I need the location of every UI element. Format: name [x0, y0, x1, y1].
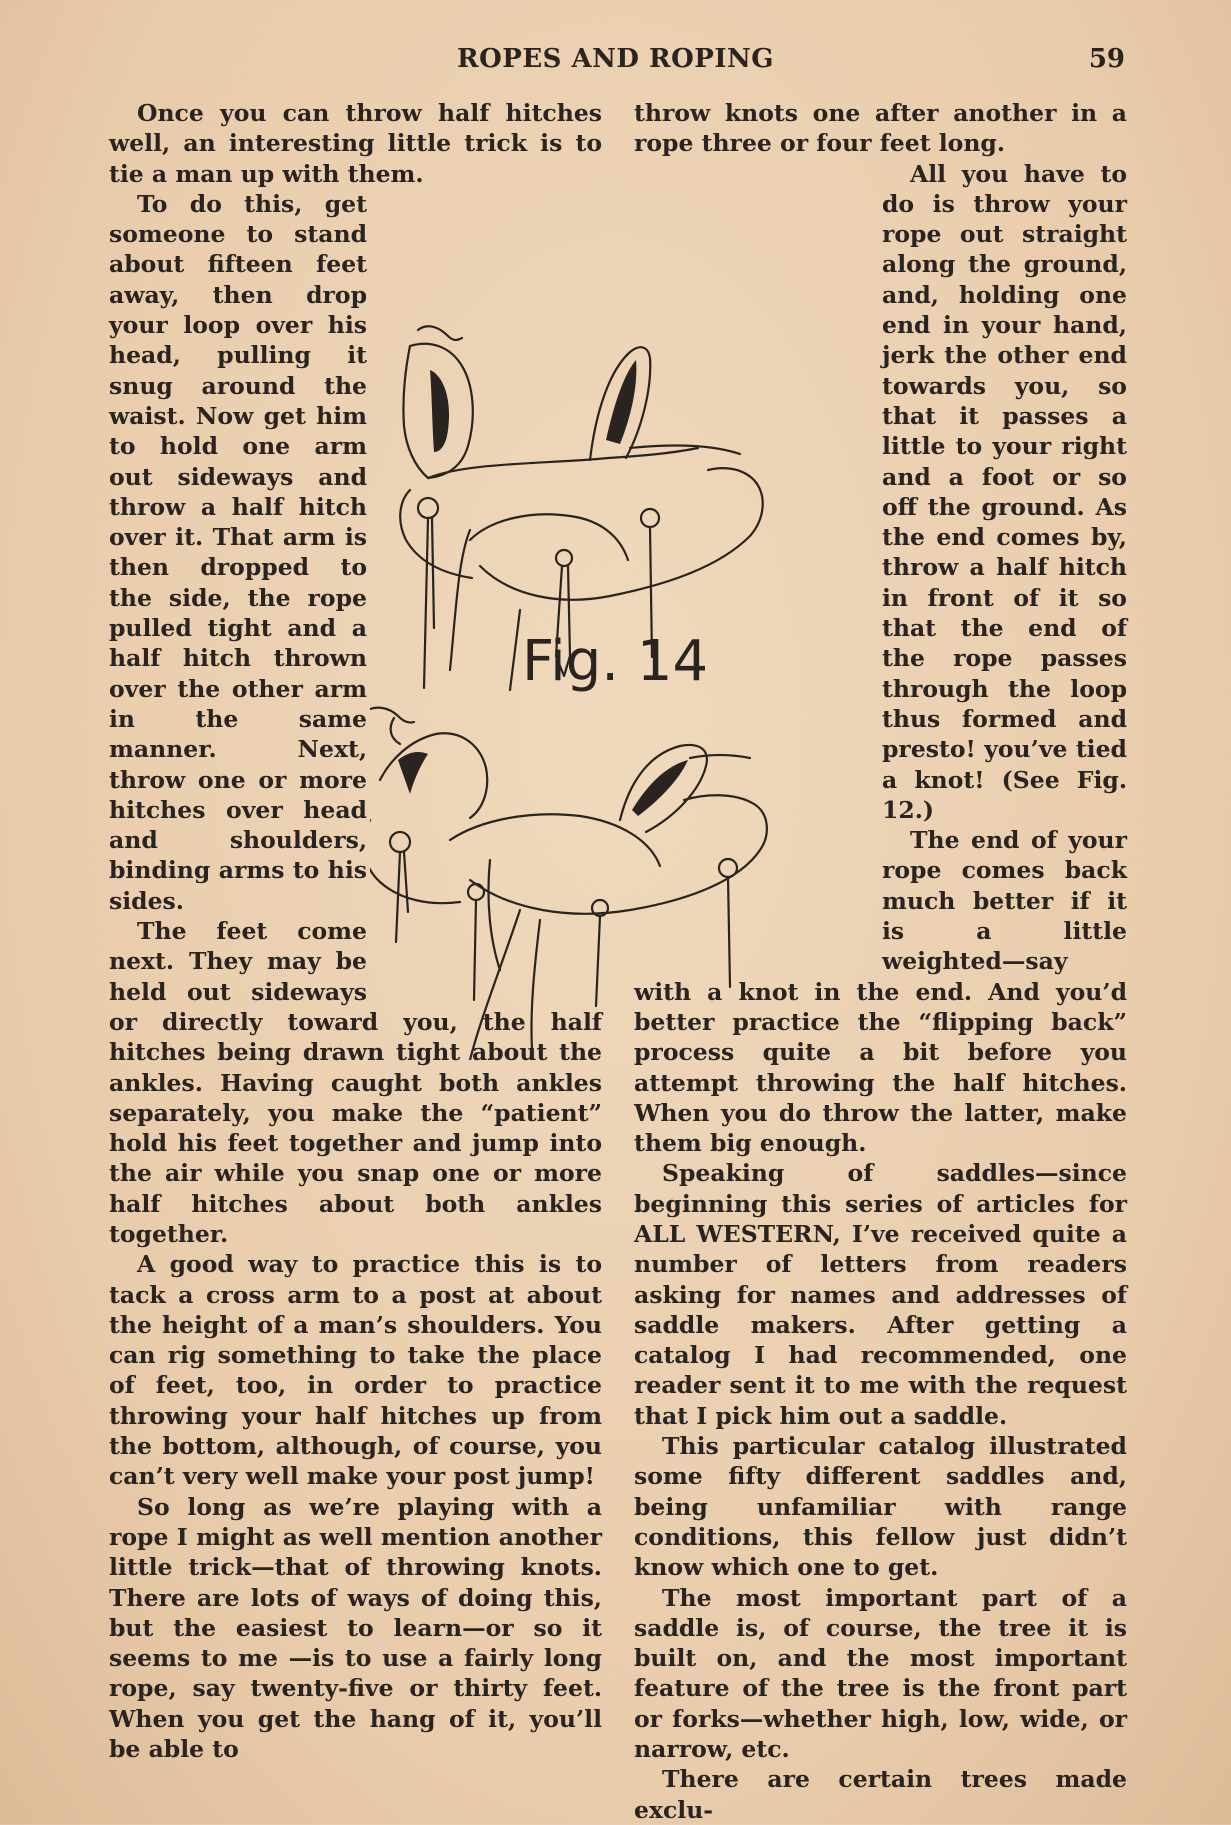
saddle-drawing [370, 320, 885, 1060]
right-paragraph-6: The most important part of a saddle is, of course, the tree it is built on, and the most important feature of the tree is the front part or forks—whether high, low, wide, or narrow, etc. [634, 1583, 1127, 1764]
page-number: 59 [1088, 44, 1125, 74]
running-title: ROPES AND ROPING [457, 44, 774, 74]
lower-saddle-drawing [370, 708, 767, 1060]
left-paragraph-5: So long as we’re playing with a rope I might as well mention another little trick—that of throwing knots. There are lots of ways of doing this, but the easiest to learn—or so it seems to me —is to use a fairly long rope, say twenty-five or thirty feet. When you get the hang of it, you’ll be able to [109, 1492, 602, 1764]
right-paragraph-5: This particular catalog illustrated some fifty different saddles and, being unfamiliar with range conditions, this fellow just didn’t know which one to get. [634, 1432, 1127, 1582]
left-paragraph-2: To do this, get someone to stand about fifteen feet away, then drop your loop over his head, pulling it snug around the waist. Now get him to hold one arm out sideways and throw a half hitch over it. That arm is then dropped to the side, the rope pulled tight and a half hitch thrown over the other arm in the same manner. Next, throw one or more hitches over head and shoulders, binding arms to his sides. [109, 189, 367, 915]
right-paragraph-2: All you have to do is throw your rope out straight along the ground, and, holding one end in your hand, jerk the other end towards you, so that it passes a little to your right and a foot or so off the ground. As the end comes by, throw a half hitch in front of it so that the end of the rope passes through the loop thus formed and presto! you’ve tied a knot! (See Fig. 12.) [882, 159, 1127, 824]
right-paragraph-1: throw knots one after another in a rope three or four feet long. [634, 99, 1127, 158]
page-header [0, 44, 1231, 84]
figure-label: Fig. 14 [522, 629, 709, 694]
left-paragraph-1: Once you can throw half hitches well, an interesting little trick is to tie a man up with them. [109, 99, 602, 188]
saddle-illustration [370, 320, 885, 1060]
right-paragraph-4: Speaking of saddles—since beginning this series of articles for ALL WESTERN, I’ve received quite a number of letters from readers asking for names and addresses of saddle makers. After getting a catalog I had recommended, one reader sent it to me with the request that I pick him out a saddle. [634, 1159, 1127, 1430]
left-paragraph-3: The feet come next. They may be held out sideways or directly toward you, the half hitches being drawn tight about the ankles. Having caught both ankles separately, you make the “patient” hold his feet together and jump into the air while you snap one or more half hitches about both ankles together. [109, 917, 602, 1248]
right-paragraph-3: The end of your rope comes back much better if it is a little weighted—say with a knot in the end. And you’d better practice the “flipping back” process quite a bit before you attempt throwing the half hitches. When you do throw the latter, make them big enough. [634, 826, 1127, 1158]
left-paragraph-4: A good way to practice this is to tack a cross arm to a post at about the height of a man’s shoulders. You can rig something to take the place of feet, too, in order to practice throwing your half hitches up from the bottom, although, of course, you can’t very well make your post jump! [109, 1250, 602, 1491]
right-paragraph-7: There are certain trees made exclu- [634, 1765, 1127, 1824]
